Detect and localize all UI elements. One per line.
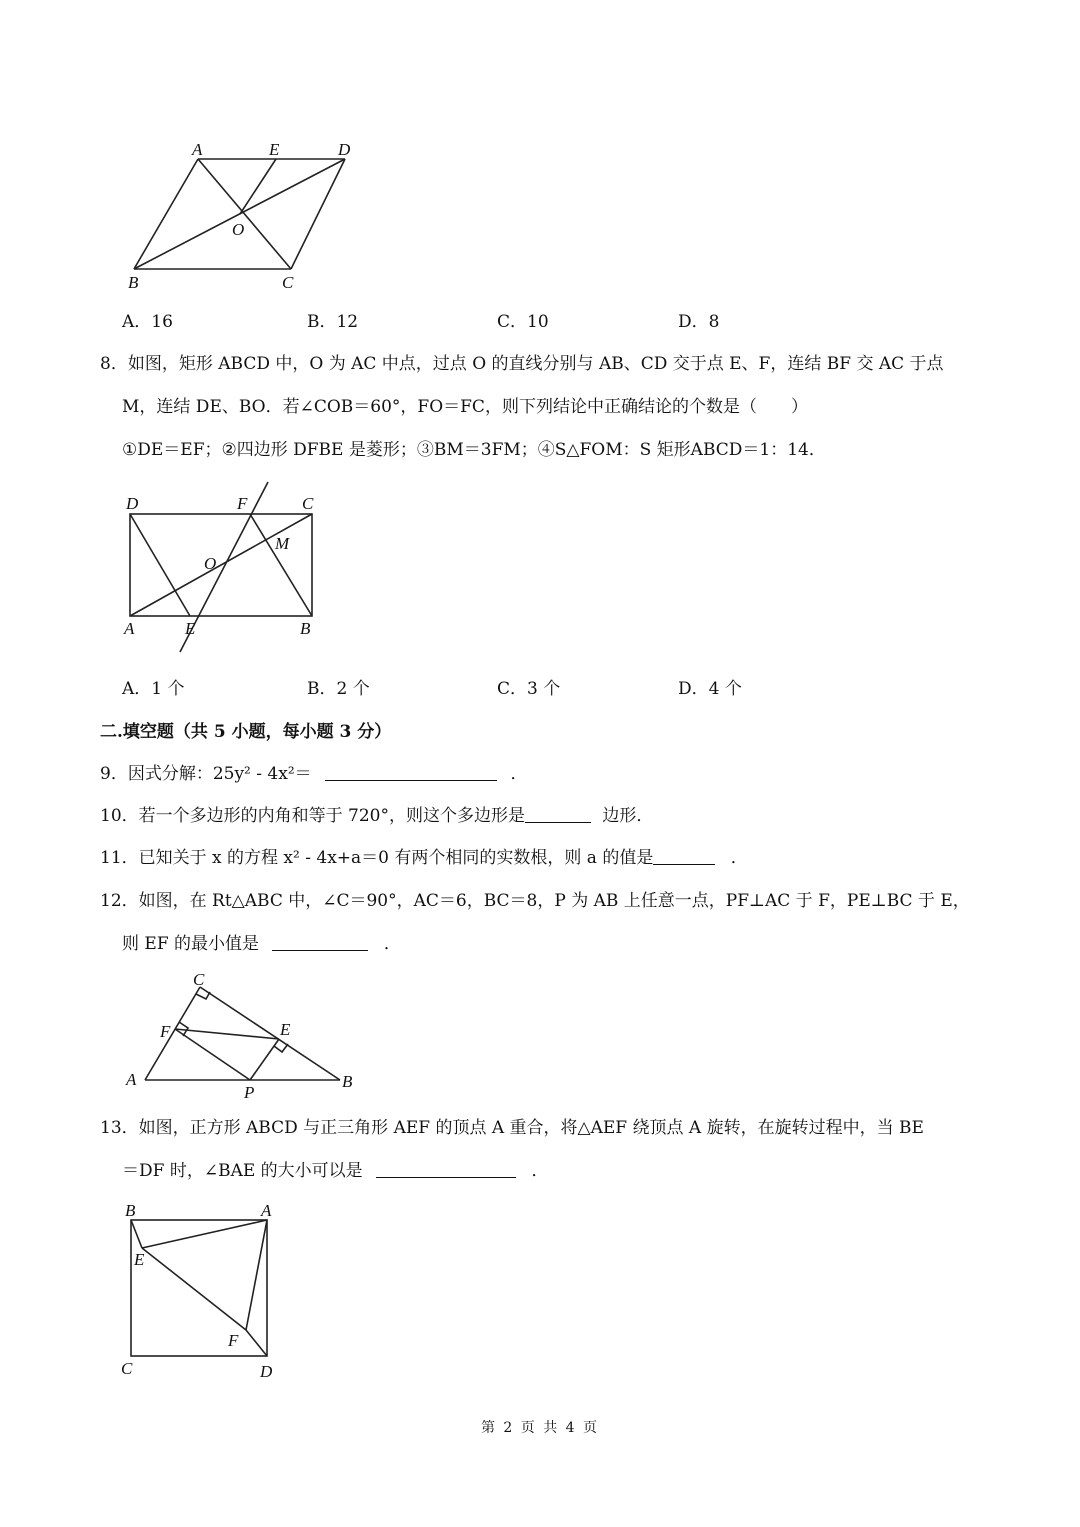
q12-label-f: F xyxy=(160,1022,171,1041)
q13-figure xyxy=(115,1198,285,1383)
q10-answer-blank xyxy=(525,804,591,823)
q8-number: 8． xyxy=(100,354,128,374)
q8-label-m: M xyxy=(275,534,290,553)
q7-label-b: B xyxy=(128,273,139,292)
q13-label-c: C xyxy=(121,1359,133,1378)
q13-label-f: F xyxy=(228,1331,239,1350)
q9-end: ． xyxy=(510,764,528,784)
q12-figure xyxy=(120,967,370,1102)
q12-label-c: C xyxy=(193,970,205,989)
q11-answer-blank xyxy=(653,846,715,865)
q12-line-1: 12．如图，在 Rt△ABC 中，∠C＝90°，AC＝6，BC＝8，P 为 AB 上任意一点，PF⊥AC 于 F，PE⊥BC 于 E， xyxy=(100,891,970,911)
q7-label-d: D xyxy=(338,140,351,159)
q9-text: 9．因式分解：25y² - 4x²＝ xyxy=(100,764,312,784)
q12-end: ． xyxy=(383,934,401,954)
q7-option-a: A．16 xyxy=(122,312,173,332)
q8-option-b: B．2 个 xyxy=(307,679,370,699)
q13-stem-2: ＝DF 时，∠BAE 的大小可以是 xyxy=(122,1161,363,1181)
q8-option-c: C．3 个 xyxy=(497,679,561,699)
q9-answer-blank xyxy=(325,762,497,781)
q13-label-a: A xyxy=(261,1201,272,1220)
q12-label-b: B xyxy=(342,1072,353,1091)
q7-label-a: A xyxy=(192,140,203,159)
q8-label-b: B xyxy=(300,619,311,638)
q12-stem-2: 则 EF 的最小值是 xyxy=(122,934,260,954)
q8-label-e: E xyxy=(185,619,196,638)
q13-answer-blank xyxy=(376,1159,516,1178)
q13-label-d: D xyxy=(260,1362,273,1381)
section-2-title: 二.填空题（共 5 小题，每小题 3 分） xyxy=(100,722,392,742)
q11-end: ． xyxy=(730,848,748,868)
q10-line xyxy=(100,804,653,828)
q7-option-b: B．12 xyxy=(307,312,359,332)
q12-label-a: A xyxy=(126,1070,137,1089)
q11-line xyxy=(100,846,748,870)
q13-line-1: 13．如图，正方形 ABCD 与正三角形 AEF 的顶点 A 重合，将△AEF 绕顶点 A 旋转，在旋转过程中，当 BE xyxy=(100,1118,924,1138)
q8-option-d: D．4 个 xyxy=(678,679,742,699)
q13-label-b: B xyxy=(125,1201,136,1220)
q8-label-f: F xyxy=(237,494,248,513)
q8-figure xyxy=(120,482,330,662)
q13-label-e: E xyxy=(134,1250,145,1269)
q11-text: 11．已知关于 x 的方程 x² - 4x+a＝0 有两个相同的实数根，则 a 的值是 xyxy=(100,848,654,868)
q8-option-a: A．1 个 xyxy=(122,679,185,699)
q8-label-d: D xyxy=(126,494,139,513)
q7-label-o: O xyxy=(232,220,245,239)
q9-line xyxy=(100,762,527,786)
q8-line-3: ①DE＝EF；②四边形 DFBE 是菱形；③BM＝3FM；④S△FOM：S 矩形ABCD＝1：14． xyxy=(122,440,826,460)
q7-option-d: D．8 xyxy=(678,312,720,332)
q10-text: 10．若一个多边形的内角和等于 720°，则这个多边形是 xyxy=(100,806,525,826)
q8-label-c: C xyxy=(302,494,314,513)
q12-line-2 xyxy=(122,932,401,956)
q7-option-c: C．10 xyxy=(497,312,549,332)
q7-label-e: E xyxy=(269,140,280,159)
page-footer: 第 2 页 共 4 页 xyxy=(480,1420,600,1436)
q7-figure xyxy=(120,135,380,295)
q8-line-2: M，连结 DE、BO．若∠COB＝60°，FO＝FC，则下列结论中正确结论的个数是（ ） xyxy=(122,397,808,417)
q7-label-c: C xyxy=(282,273,294,292)
q8-stem-1: 如图，矩形 ABCD 中，O 为 AC 中点，过点 O 的直线分别与 AB、CD 交于点 E、F，连结 BF 交 AC 于点 xyxy=(127,354,944,374)
q10-end: 边形． xyxy=(602,806,654,826)
q8-line-1 xyxy=(100,352,944,376)
q12-label-p: P xyxy=(244,1083,255,1102)
q8-label-a: A xyxy=(124,619,135,638)
q12-label-e: E xyxy=(280,1020,291,1039)
q8-label-o: O xyxy=(204,554,217,573)
q13-line-2 xyxy=(122,1159,548,1183)
q13-end: ． xyxy=(531,1161,549,1181)
q12-answer-blank xyxy=(272,932,368,951)
